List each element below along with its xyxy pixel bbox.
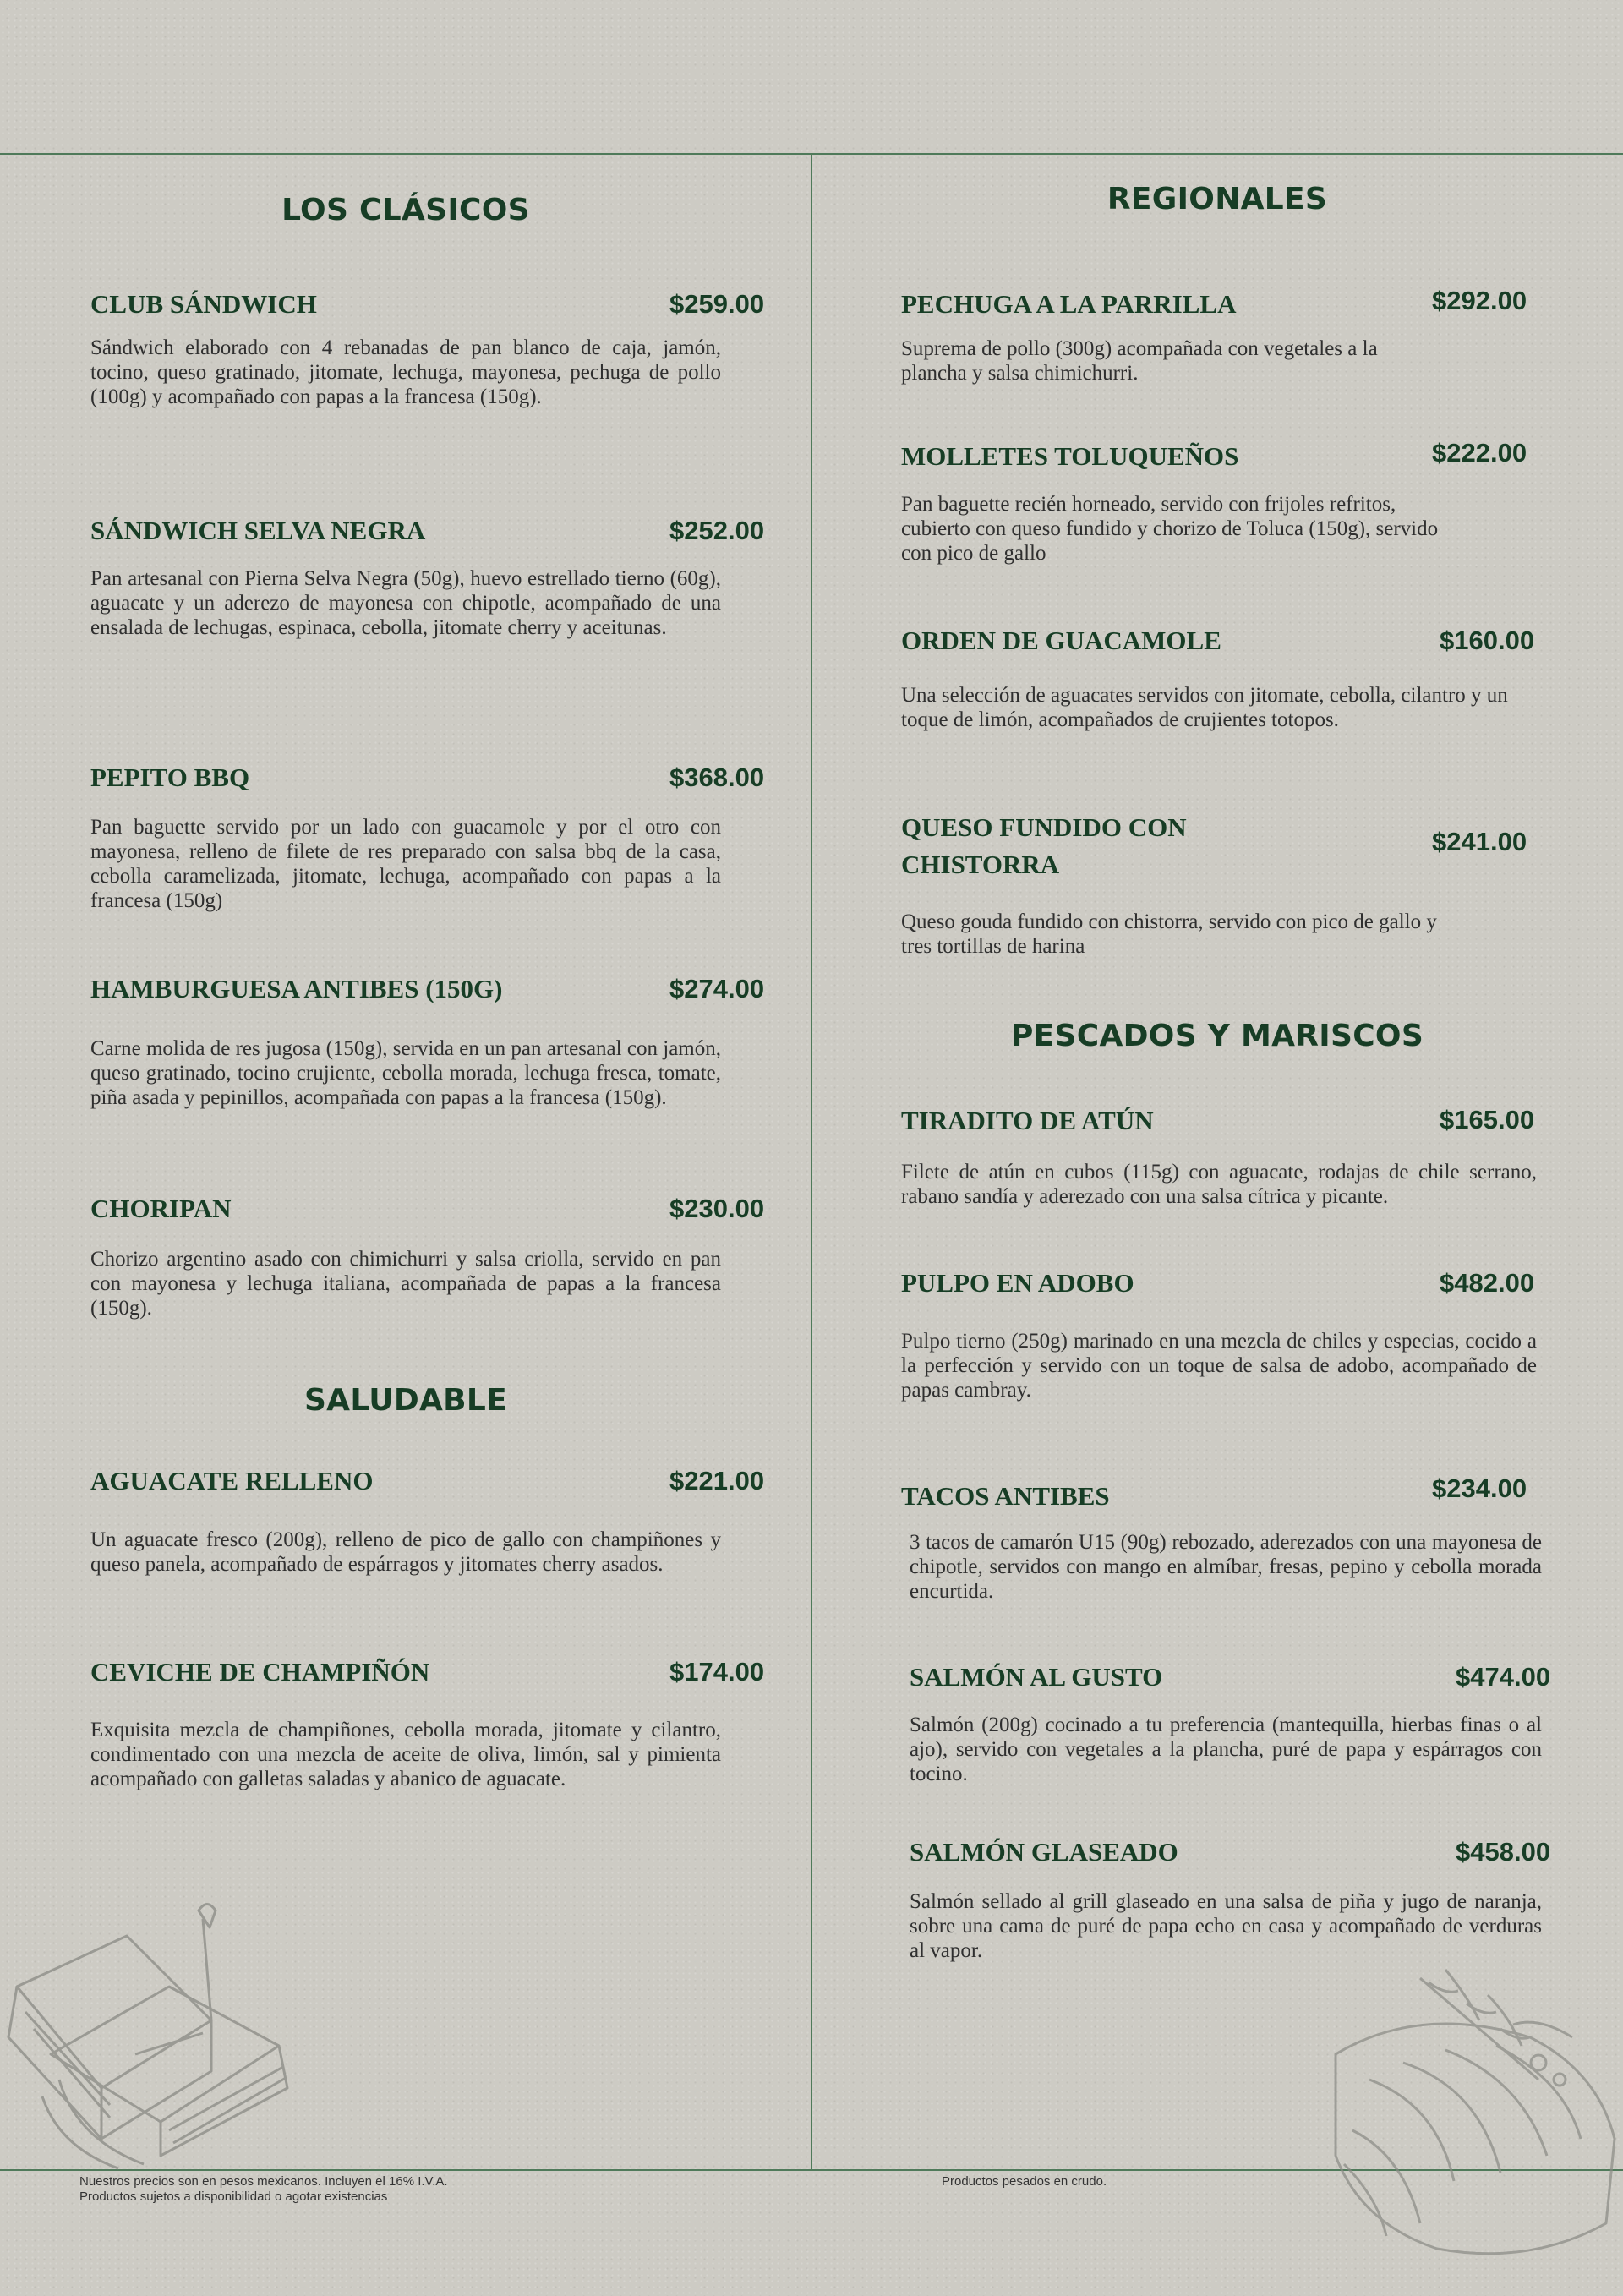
item-name: SALMÓN GLASEADO bbox=[910, 1837, 1178, 1867]
item-price: $241.00 bbox=[1432, 827, 1527, 856]
item-description: Pulpo tierno (250g) marinado en una mezcla de chiles y especias, cocido a la perfección y servido con un toque de salsa de adobo, acompañado de papas cambray. bbox=[901, 1330, 1537, 1402]
item-description: Chorizo argentino asado con chimichurri y salsa criolla, servido en pan con mayonesa y lechuga italiana, acompañada de papas a la francesa (150g). bbox=[90, 1248, 721, 1320]
item-description: Queso gouda fundido con chistorra, servido con pico de gallo y tres tortillas de harina bbox=[901, 910, 1437, 958]
item-price: $482.00 bbox=[1440, 1268, 1535, 1298]
item-price: $222.00 bbox=[1432, 438, 1527, 467]
item-price: $174.00 bbox=[669, 1657, 765, 1686]
item-name: PECHUGA A LA PARRILLA bbox=[901, 289, 1237, 319]
item-description: Una selección de aguacates servidos con jitomate, cebolla, cilantro y un toque de limón, acompañados de crujientes totopos. bbox=[901, 684, 1508, 731]
item-description: Salmón (200g) cocinado a tu preferencia (mantequilla, hierbas finas o al ajo), servido con vegetales a la plancha, puré de papa y espárragos con tocino. bbox=[910, 1714, 1542, 1785]
item-price: $274.00 bbox=[669, 974, 765, 1003]
item-name: TIRADITO DE ATÚN bbox=[901, 1106, 1154, 1135]
item-price: $230.00 bbox=[669, 1194, 765, 1223]
item-price: $221.00 bbox=[669, 1466, 765, 1495]
item-price: $234.00 bbox=[1432, 1473, 1527, 1503]
item-description: Pan artesanal con Pierna Selva Negra (50g), huevo estrellado tierno (60g), aguacate y un aderezo de mayonesa con chipotle, acompañado de una ensalada de lechugas, espinaca, cebolla, jitomate cherry y aceitunas. bbox=[90, 567, 721, 639]
item-price: $160.00 bbox=[1440, 626, 1535, 655]
item-name: CEVICHE DE CHAMPIÑÓN bbox=[90, 1657, 430, 1686]
item-name: ORDEN DE GUACAMOLE bbox=[901, 626, 1221, 655]
item-description: Suprema de pollo (300g) acompañada con vegetales a la plancha y salsa chimichurri. bbox=[901, 337, 1378, 385]
item-price: $259.00 bbox=[669, 289, 765, 319]
item-name: CHORIPAN bbox=[90, 1194, 232, 1223]
item-description: 3 tacos de camarón U15 (90g) rebozado, aderezados con una mayonesa de chipotle, servidos con mango en almíbar, fresas, pepino y cebolla morada encurtida. bbox=[910, 1531, 1542, 1603]
item-price: $474.00 bbox=[1456, 1662, 1551, 1692]
footnote-prices: Nuestros precios son en pesos mexicanos. Incluyen el 16% I.V.A. bbox=[79, 2174, 448, 2189]
item-name: PULPO EN ADOBO bbox=[901, 1268, 1134, 1298]
item-name: HAMBURGUESA ANTIBES (150G) bbox=[90, 974, 503, 1003]
item-description: Filete de atún en cubos (115g) con aguacate, rodajas de chile serrano, rabano sandía y aderezado con una salsa cítrica y picante. bbox=[901, 1161, 1537, 1208]
item-name: CLUB SÁNDWICH bbox=[90, 289, 317, 319]
item-name: AGUACATE RELLENO bbox=[90, 1466, 374, 1495]
item-price: $252.00 bbox=[669, 516, 765, 545]
section-title-los-clasicos: LOS CLÁSICOS bbox=[281, 193, 530, 227]
item-name: MOLLETES TOLUQUEÑOS bbox=[901, 441, 1239, 471]
footnote-raw-weight: Productos pesados en crudo. bbox=[942, 2174, 1107, 2189]
section-title-pescados-y-mariscos: PESCADOS Y MARISCOS bbox=[1010, 1019, 1424, 1053]
salmon-illustration bbox=[1319, 1944, 1623, 2282]
item-price: $292.00 bbox=[1432, 286, 1527, 315]
item-description: Carne molida de res jugosa (150g), servida en un pan artesanal con jamón, queso gratinado, tocino crujiente, cebolla morada, lechuga fresca, tomate, piña asada y pepinillos, acompañada con papas a la francesa (150g). bbox=[90, 1037, 721, 1109]
item-name: PEPITO BBQ bbox=[90, 763, 250, 792]
item-description: Pan baguette recién horneado, servido con frijoles refritos, cubierto con queso fundido y chorizo de Toluca (150g), servido con pico de gallo bbox=[901, 493, 1439, 565]
item-name: TACOS ANTIBES bbox=[901, 1481, 1110, 1511]
item-price: $368.00 bbox=[669, 763, 765, 792]
item-name: SÁNDWICH SELVA NEGRA bbox=[90, 516, 426, 545]
footnote-availability: Productos sujetos a disponibilidad o agotar existencias bbox=[79, 2189, 388, 2204]
item-description: Exquisita mezcla de champiñones, cebolla morada, jitomate y cilantro, condimentado con una mezcla de aceite de oliva, limón, sal y pimienta acompañado con galletas saladas y abanico de aguacate. bbox=[90, 1719, 721, 1790]
section-title-saludable: SALUDABLE bbox=[303, 1383, 508, 1418]
section-title-regionales: REGIONALES bbox=[1107, 182, 1328, 216]
sandwich-illustration bbox=[0, 1885, 321, 2173]
item-price: $458.00 bbox=[1456, 1837, 1551, 1867]
column-divider bbox=[811, 153, 812, 2171]
item-description: Pan baguette servido por un lado con guacamole y por el otro con mayonesa, relleno de filete de res preparado con salsa bbq de la casa, cebolla caramelizada, jitomate, lechuga, acompañado con papas a la francesa (150g) bbox=[90, 816, 721, 912]
item-price: $165.00 bbox=[1440, 1105, 1535, 1134]
item-description: Sándwich elaborado con 4 rebanadas de pan blanco de caja, jamón, tocino, queso gratinado, jitomate, lechuga, mayonesa, pechuga de pollo (100g) y acompañado con papas a la francesa (150g). bbox=[90, 336, 721, 408]
item-description: Salmón sellado al grill glaseado en una salsa de piña y jugo de naranja, sobre una cama de puré de papa echo en casa y acompañado de verduras al vapor. bbox=[910, 1890, 1542, 1962]
item-name: SALMÓN AL GUSTO bbox=[910, 1662, 1163, 1692]
item-description: Un aguacate fresco (200g), relleno de pico de gallo con champiñones y queso panela, acompañado de espárragos y jitomates cherry asados. bbox=[90, 1528, 721, 1576]
item-name: QUESO FUNDIDO CON CHISTORRA bbox=[901, 812, 1187, 879]
